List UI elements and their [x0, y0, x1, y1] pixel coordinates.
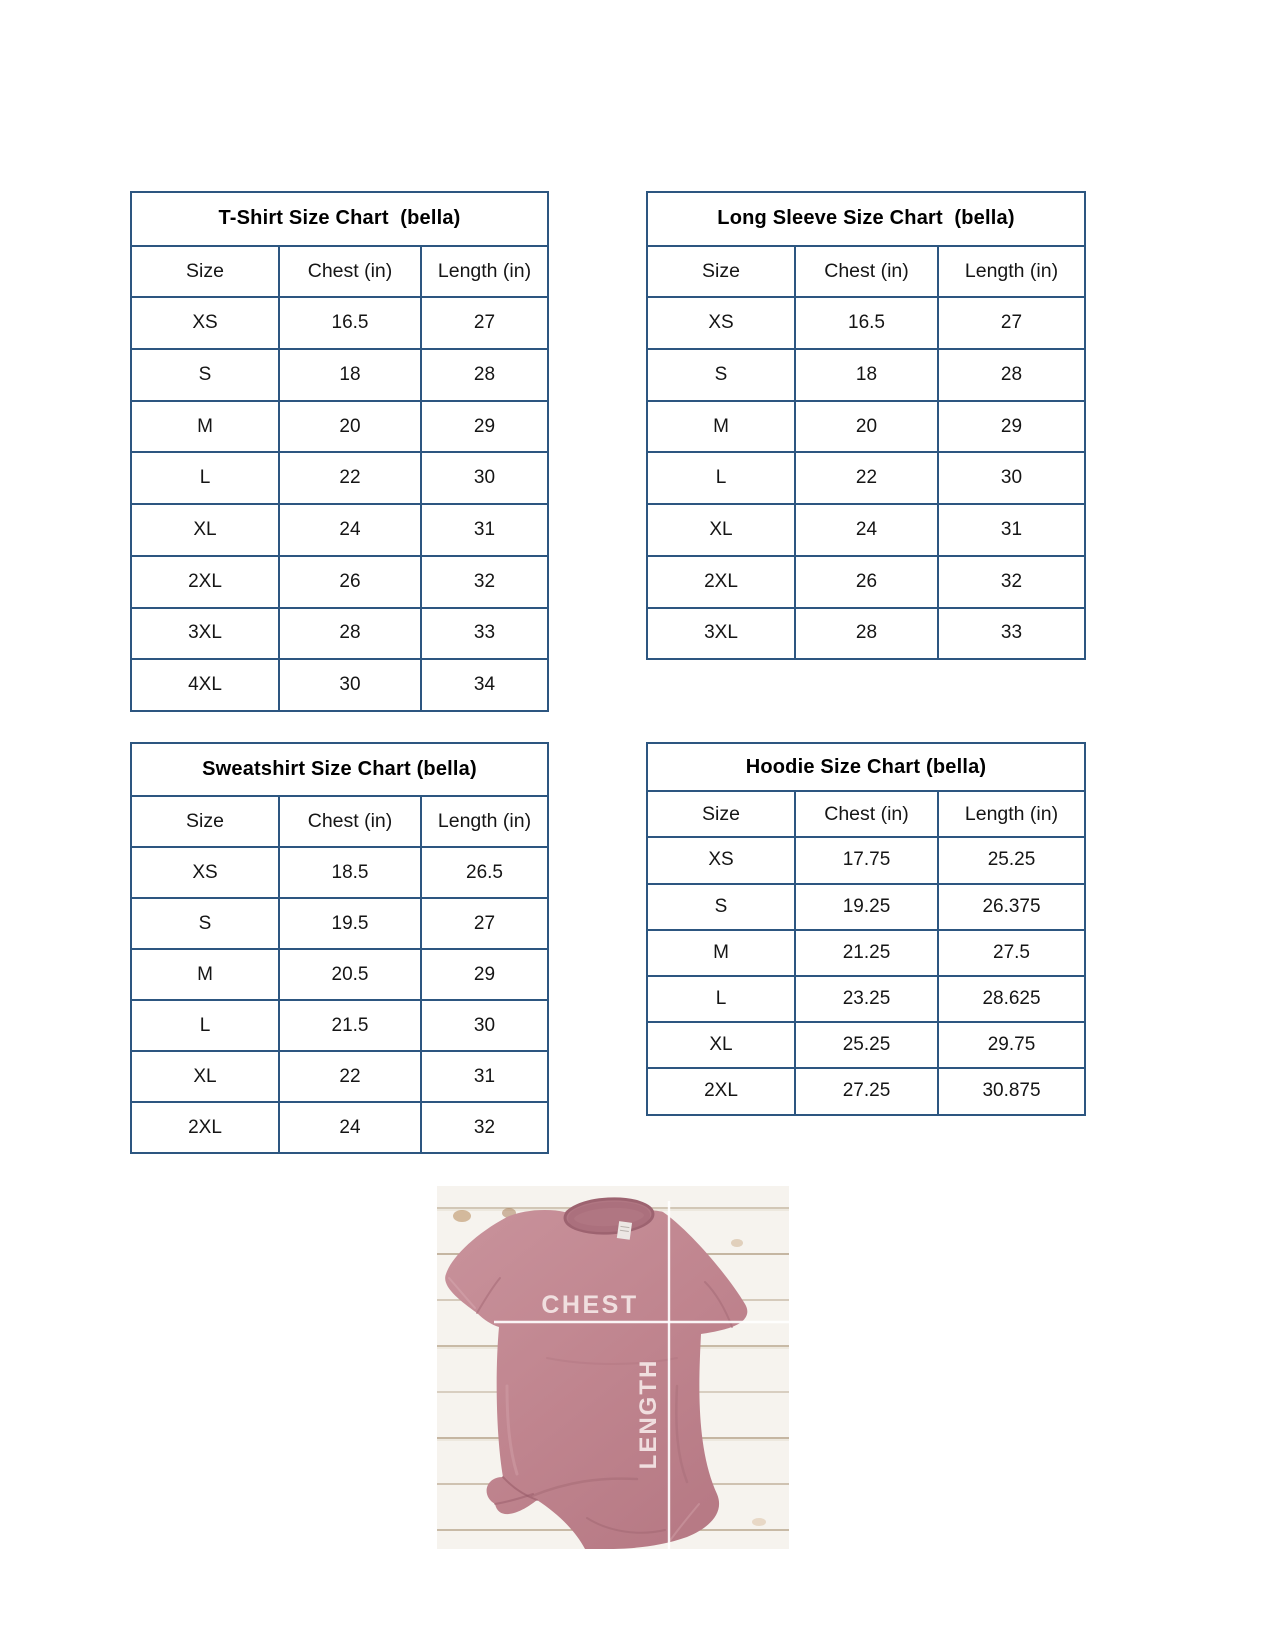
table-cell: L	[132, 999, 278, 1050]
column-header: Length (in)	[420, 245, 547, 297]
table-cell: 33	[937, 607, 1084, 659]
table-cell: 27	[937, 296, 1084, 348]
table-cell: 19.5	[278, 897, 420, 948]
table-cell: 27.5	[937, 929, 1084, 975]
column-header: Length (in)	[420, 795, 547, 846]
table-cell: 28	[937, 348, 1084, 400]
tshirt-measurement-photo	[437, 1186, 789, 1549]
table-cell: 24	[278, 1101, 420, 1152]
table-cell: 20.5	[278, 948, 420, 999]
table-cell: 24	[794, 503, 937, 555]
table-cell: 30	[420, 451, 547, 503]
table-cell: 20	[794, 400, 937, 452]
column-header: Size	[132, 795, 278, 846]
size-chart-table-tshirt	[130, 191, 549, 712]
table-cell: 26	[278, 555, 420, 607]
wood-knot	[453, 1210, 471, 1222]
table-cell: 3XL	[132, 607, 278, 659]
table-cell: 2XL	[648, 1067, 794, 1113]
column-header: Chest (in)	[278, 245, 420, 297]
table-cell: 29	[420, 400, 547, 452]
table-cell: 18	[278, 348, 420, 400]
table-cell: 26.375	[937, 883, 1084, 929]
table-cell: 23.25	[794, 975, 937, 1021]
length-label: LENGTH	[635, 1358, 662, 1470]
column-header: Size	[648, 245, 794, 297]
table-cell: 33	[420, 607, 547, 659]
table-cell: XL	[132, 503, 278, 555]
table-cell: 28.625	[937, 975, 1084, 1021]
table-cell: 22	[794, 451, 937, 503]
column-header: Length (in)	[937, 790, 1084, 836]
table-cell: 30	[278, 658, 420, 710]
table-cell: 32	[937, 555, 1084, 607]
table-cell: 25.25	[794, 1021, 937, 1067]
table-cell: 2XL	[132, 555, 278, 607]
table-cell: L	[648, 451, 794, 503]
table-cell: XS	[648, 836, 794, 882]
table-title: Hoodie Size Chart (bella)	[745, 755, 987, 778]
table-cell: M	[648, 400, 794, 452]
table-cell: XS	[132, 846, 278, 897]
table-cell: 17.75	[794, 836, 937, 882]
table-cell: 19.25	[794, 883, 937, 929]
table-cell: 20	[278, 400, 420, 452]
neck-tag	[617, 1221, 632, 1240]
table-cell: 30.875	[937, 1067, 1084, 1113]
table-cell: 3XL	[648, 607, 794, 659]
table-cell: 32	[420, 1101, 547, 1152]
table-title: Sweatshirt Size Chart (bella)	[202, 758, 477, 780]
table-cell: 27	[420, 296, 547, 348]
table-cell: S	[648, 883, 794, 929]
table-cell: 28	[420, 348, 547, 400]
table-title: Long Sleeve Size Chart (bella)	[717, 207, 1015, 230]
table-cell: S	[132, 348, 278, 400]
table-cell: 30	[937, 451, 1084, 503]
table-cell: 18	[794, 348, 937, 400]
table-cell: 25.25	[937, 836, 1084, 882]
table-cell: M	[132, 400, 278, 452]
table-cell: 18.5	[278, 846, 420, 897]
table-cell: 29.75	[937, 1021, 1084, 1067]
table-cell: 34	[420, 658, 547, 710]
table-cell: 16.5	[794, 296, 937, 348]
table-cell: M	[132, 948, 278, 999]
table-cell: 29	[937, 400, 1084, 452]
table-cell: 27	[420, 897, 547, 948]
table-cell: 29	[420, 948, 547, 999]
table-cell: 32	[420, 555, 547, 607]
table-cell: L	[132, 451, 278, 503]
column-header: Size	[132, 245, 278, 297]
table-cell: 26	[794, 555, 937, 607]
table-cell: 2XL	[648, 555, 794, 607]
table-cell: M	[648, 929, 794, 975]
table-cell: S	[648, 348, 794, 400]
table-cell: XL	[132, 1050, 278, 1101]
column-header: Chest (in)	[794, 790, 937, 836]
table-cell: 31	[937, 503, 1084, 555]
table-cell: 16.5	[278, 296, 420, 348]
table-cell: 2XL	[132, 1101, 278, 1152]
column-header: Chest (in)	[794, 245, 937, 297]
table-title: T-Shirt Size Chart (bella)	[218, 207, 461, 230]
size-chart-table-longsleeve	[646, 191, 1086, 660]
table-cell: 31	[420, 1050, 547, 1101]
table-cell: 28	[794, 607, 937, 659]
table-cell: 31	[420, 503, 547, 555]
size-chart-table-hoodie	[646, 742, 1086, 1116]
table-cell: 22	[278, 451, 420, 503]
table-cell: 4XL	[132, 658, 278, 710]
table-cell: S	[132, 897, 278, 948]
table-cell: 21.25	[794, 929, 937, 975]
chest-label: CHEST	[541, 1291, 639, 1319]
table-cell: 27.25	[794, 1067, 937, 1113]
table-cell: XL	[648, 503, 794, 555]
table-cell: 21.5	[278, 999, 420, 1050]
table-cell: XL	[648, 1021, 794, 1067]
column-header: Length (in)	[937, 245, 1084, 297]
table-cell: 22	[278, 1050, 420, 1101]
table-cell: 28	[278, 607, 420, 659]
column-header: Chest (in)	[278, 795, 420, 846]
size-chart-table-sweatshirt	[130, 742, 549, 1154]
table-cell: L	[648, 975, 794, 1021]
table-cell: XS	[132, 296, 278, 348]
tshirt-photo-illustration	[437, 1186, 789, 1549]
table-cell: 30	[420, 999, 547, 1050]
table-cell: XS	[648, 296, 794, 348]
column-header: Size	[648, 790, 794, 836]
table-cell: 26.5	[420, 846, 547, 897]
table-cell: 24	[278, 503, 420, 555]
